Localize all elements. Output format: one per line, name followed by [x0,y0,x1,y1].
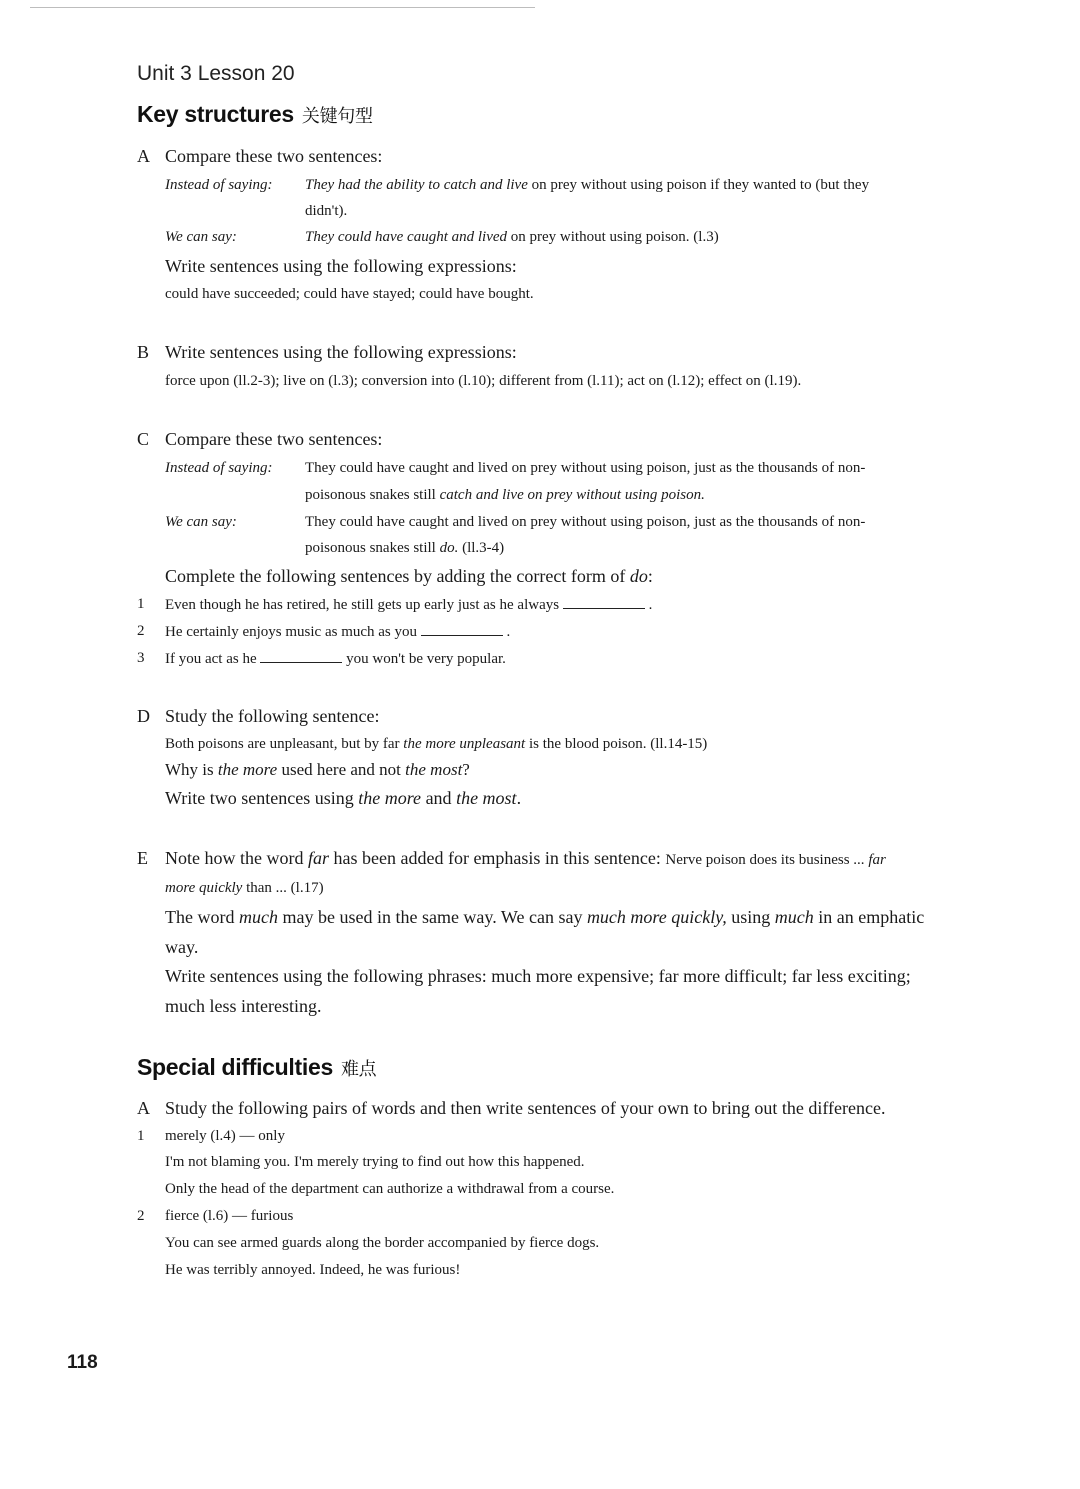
section-d-write-italic: the most [456,788,517,808]
section-b-label: B [137,342,150,362]
exercise-item-1 [165,596,652,614]
special-difficulties-heading [137,1054,376,1081]
example-sentence: I'm not blaming you. I'm merely trying to find out how this happened. [165,1154,585,1170]
unit-title: Unit 3 Lesson 20 [137,62,295,85]
section-d-question [165,760,470,780]
section-d-write-text: Write two sentences using [165,788,359,808]
exercise-item-end: . [506,624,511,640]
section-e-text: using [726,907,775,927]
section-b-intro: Write sentences using the following expressions: [165,342,517,362]
answer-blank[interactable] [421,623,503,636]
answer-blank[interactable] [563,596,645,609]
section-d-sentence [165,736,707,753]
example-sentence: You can see armed guards along the border accompanied by fierce dogs. [165,1235,600,1251]
section-d-sentence-italic: the more unpleasant [403,736,526,752]
special-difficulties-title: Special difficulties [137,1054,333,1080]
section-c-instead-sentence: They could have caught and lived on prey without using poison, just as the thousands of non- [305,460,866,476]
section-a-instead-continued: didn't). [305,203,348,219]
section-e-italic: far [307,848,329,868]
section-c-instead-cont-italic: catch and live on prey without using poison. [439,487,705,503]
section-a-write: Write sentences using the following expressions: [165,256,517,276]
section-d-write-italic: the more [358,788,422,808]
exercise-number: 3 [137,650,145,666]
section-c-complete-end: : [647,566,653,586]
section-e-italic: much [238,907,278,927]
section-c-complete-italic: do [629,566,648,586]
exercise-item-text: Even though he has retired, he still gets up early just as he always [165,597,560,613]
section-e-line-2 [165,880,324,897]
section-c-complete-text: Complete the following sentences by adding the correct form of [165,566,630,586]
exercise-item-text: He certainly enjoys music as much as you [165,624,418,640]
section-c-label: C [137,429,150,449]
section-d-question-italic: the more [217,760,278,779]
exercise-number: 1 [137,596,145,612]
section-e-line-5: Write sentences using the following phrases: much more expensive; far more difficult; far less exciting; [165,966,911,986]
section-e-italic: much [774,907,814,927]
section-e-italic: far [868,852,886,868]
section-e-line-3 [165,907,924,928]
section-a-we-label: We can say: [165,229,237,245]
section-a-instead-label: Instead of saying: [165,177,273,193]
section-d-intro: Study the following sentence: [165,706,380,726]
section-c-we-cont-ref: (ll.3-4) [458,540,505,556]
section-d-write-end: . [516,788,522,808]
exercise-item-text: If you act as he [165,651,257,667]
section-d-sentence-text: Both poisons are unpleasant, but by far [165,736,404,752]
section-d-write [165,788,521,809]
key-structures-heading [137,101,373,128]
section-c-instead-label: Instead of saying: [165,460,273,476]
section-a-instead-sentence [305,177,869,194]
pair-number: 1 [137,1128,145,1144]
exercise-item-end: you won't be very popular. [346,651,506,667]
exercise-item-end: . [648,597,653,613]
page-number: 118 [67,1352,98,1373]
key-structures-title-cn: 关键句型 [301,106,373,127]
difficulties-a-intro: Study the following pairs of words and then write sentences of your own to bring out the difference. [165,1098,886,1118]
section-e-example: Nerve poison does its business ... [665,852,869,868]
section-c-we-cont-text: poisonous snakes still [305,540,440,556]
header-rule [30,7,535,8]
section-e-text: Note how the word [165,848,308,868]
section-c-instead-continued [305,487,705,504]
section-a-instead-italic: They had the ability to catch and live [305,177,528,193]
section-c-we-sentence: They could have caught and lived on prey without using poison, just as the thousands of non- [305,514,866,530]
section-e-text: has been added for emphasis in this sentence: [329,848,666,868]
section-e-text: than ... (l.17) [242,880,324,896]
section-e-line-1 [165,848,886,869]
answer-blank[interactable] [260,650,342,663]
section-c-intro: Compare these two sentences: [165,429,383,449]
section-a-we-rest: on prey without using poison. (l.3) [507,229,719,245]
special-difficulties-title-cn: 难点 [340,1059,377,1080]
section-d-question-text: Why is [165,760,218,779]
section-e-line-6: much less interesting. [165,996,322,1016]
section-a-label: A [137,146,150,166]
section-a-instead-rest: on prey without using poison if they wanted to (but they [527,177,870,193]
section-c-we-label: We can say: [165,514,237,530]
section-b-expressions: force upon (ll.2-3); live on (l.3); conversion into (l.10); different from (l.11); act on (l.12); effect on (l.19). [165,373,802,389]
word-pair: merely (l.4) — only [165,1128,285,1144]
section-d-sentence-rest: is the blood poison. (ll.14-15) [525,736,708,752]
section-c-complete [165,566,653,587]
exercise-number: 2 [137,623,145,639]
exercise-item-3 [165,650,506,668]
section-c-we-cont-italic: do. [439,540,459,556]
section-e-text: may be used in the same way. We can say [277,907,587,927]
section-e-line-4: way. [165,937,199,957]
section-d-write-text: and [421,788,457,808]
example-sentence: Only the head of the department can authorize a withdrawal from a course. [165,1181,615,1197]
section-a-we-italic: They could have caught and lived [305,229,508,245]
section-e-text: The word [165,907,239,927]
section-d-question-italic: the most [405,760,463,779]
difficulties-a-label: A [137,1098,150,1118]
section-c-instead-cont-text: poisonous snakes still [305,487,440,503]
section-d-question-text: used here and not [277,760,406,779]
section-e-italic: more quickly [165,880,243,896]
section-c-we-continued [305,540,504,557]
section-e-text: in an emphatic [813,907,925,927]
section-d-question-mark: ? [462,760,470,779]
section-e-label: E [137,848,148,868]
section-a-expressions: could have succeeded; could have stayed; could have bought. [165,286,534,302]
section-d-label: D [137,706,150,726]
example-sentence: He was terribly annoyed. Indeed, he was furious! [165,1262,461,1278]
key-structures-title: Key structures [137,101,294,127]
pair-number: 2 [137,1208,145,1224]
section-e-italic: much more quickly, [586,907,727,927]
word-pair: fierce (l.6) — furious [165,1208,294,1224]
exercise-item-2 [165,623,510,641]
section-a-we-sentence [305,229,719,246]
section-a-intro: Compare these two sentences: [165,146,383,166]
